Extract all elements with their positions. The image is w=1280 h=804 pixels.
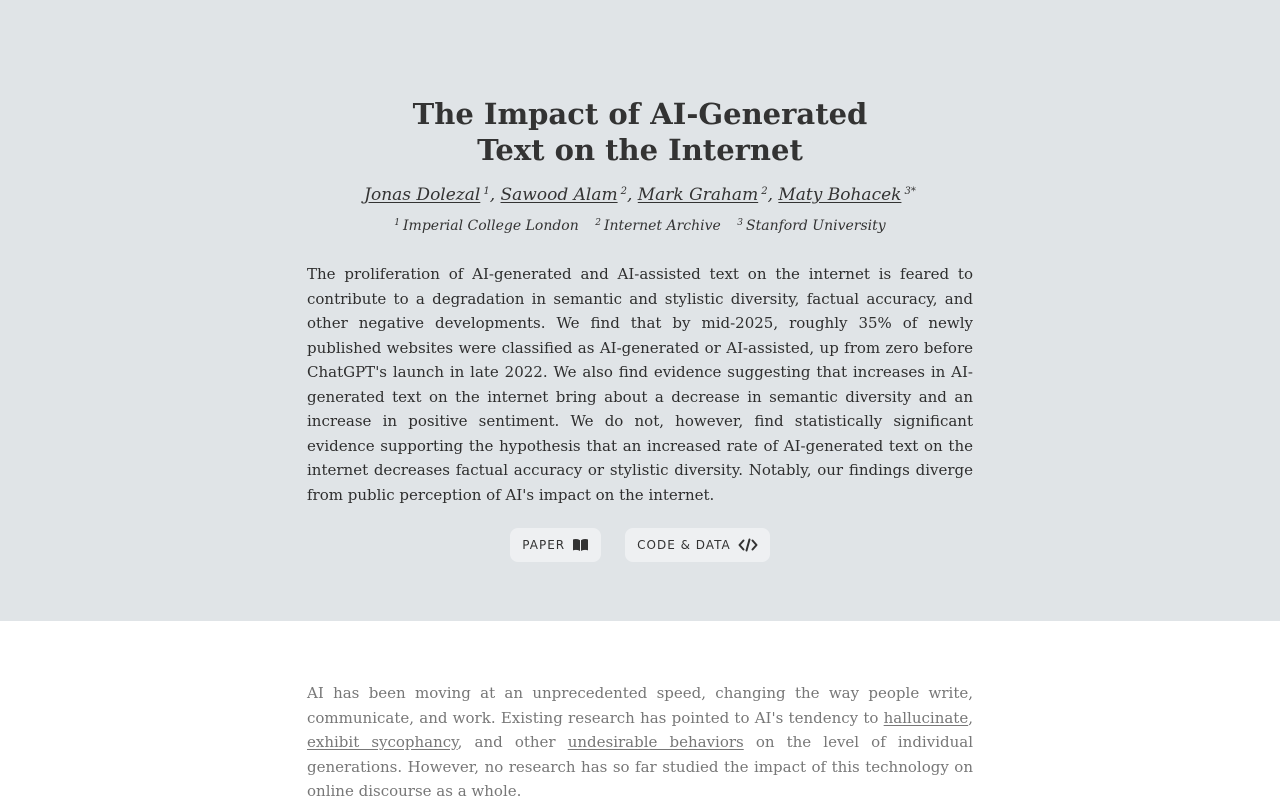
affiliation-item [394, 218, 578, 234]
action-buttons [0, 528, 1280, 562]
title-line-1: The Impact of AI-Generated [412, 97, 868, 131]
title-line-2: Text on the Internet [477, 133, 803, 167]
intro-text: on the level of individual generations. However, no research has so far studied the impact of this technology on online discourse as a whole. [307, 733, 973, 800]
intro-text: , [968, 708, 973, 727]
author-affiliation-marker: 1 [483, 186, 490, 197]
affiliation-list [0, 213, 1280, 236]
affiliation-marker: 2 [595, 218, 601, 228]
intro-text: AI has been moving at an unprecedented speed, changing the way people write, communicate, and work. Existing research has pointed to AI's tendency to [307, 684, 973, 727]
code-icon [738, 538, 758, 552]
affiliation-item [737, 218, 885, 234]
sycophancy-link[interactable]: exhibit sycophancy [307, 733, 458, 751]
intro-text: , and other [457, 733, 568, 751]
author-affiliation-marker: 2 [620, 186, 627, 197]
affiliation-marker: 1 [394, 218, 401, 228]
author-link-sawood-alam[interactable]: Sawood Alam [500, 185, 618, 205]
author-affiliation-marker: 2 [761, 186, 768, 197]
code-button-label: CODE & DATA [637, 538, 731, 552]
paper-button-label: PAPER [522, 538, 566, 552]
hallucinate-link[interactable]: hallucinate [883, 708, 969, 727]
affiliation-name: Stanford University [746, 218, 886, 234]
abstract-text: The proliferation of AI-generated and AI-assisted text on the internet is feared to contribute to a degradation in semantic and stylistic diversity, factual accuracy, and other negative developments. We find that by mid-2025, roughly 35% of newly published websites were classified as AI-generated or AI-assisted, up from zero before ChatGPT's launch in late 2022. We also find evidence suggesting that increases in AI-generated text on the internet bring about a decrease in semantic diversity and an increase in positive sentiment. We do not, however, find statistically significant evidence supporting the hypothesis that an increased rate of AI-generated text on the internet decreases factual accuracy or stylistic diversity. Notably, our findings diverge from public perception of AI's impact on the internet. [307, 265, 973, 504]
author-separator: , [489, 185, 496, 205]
undesirable-behaviors-link[interactable]: undesirable behaviors [567, 733, 744, 751]
paper-button[interactable] [510, 528, 601, 562]
author-separator: , [767, 185, 773, 205]
author-separator: , [626, 185, 633, 205]
affiliation-name: Imperial College London [403, 218, 579, 234]
author-affiliation-marker: 3* [904, 186, 916, 197]
author-link-mark-graham[interactable]: Mark Graham [637, 185, 759, 205]
code-and-data-button[interactable] [625, 528, 770, 562]
author-link-jonas-dolezal[interactable]: Jonas Dolezal [364, 185, 481, 205]
author-list [0, 180, 1280, 207]
affiliation-name: Internet Archive [603, 218, 721, 234]
author-link-maty-bohacek[interactable]: Maty Bohacek [778, 185, 902, 205]
page-title [0, 96, 1280, 168]
affiliation-marker: 3 [737, 218, 744, 228]
affiliation-item [595, 218, 721, 234]
intro-paragraph [307, 681, 973, 804]
book-icon [572, 538, 589, 552]
